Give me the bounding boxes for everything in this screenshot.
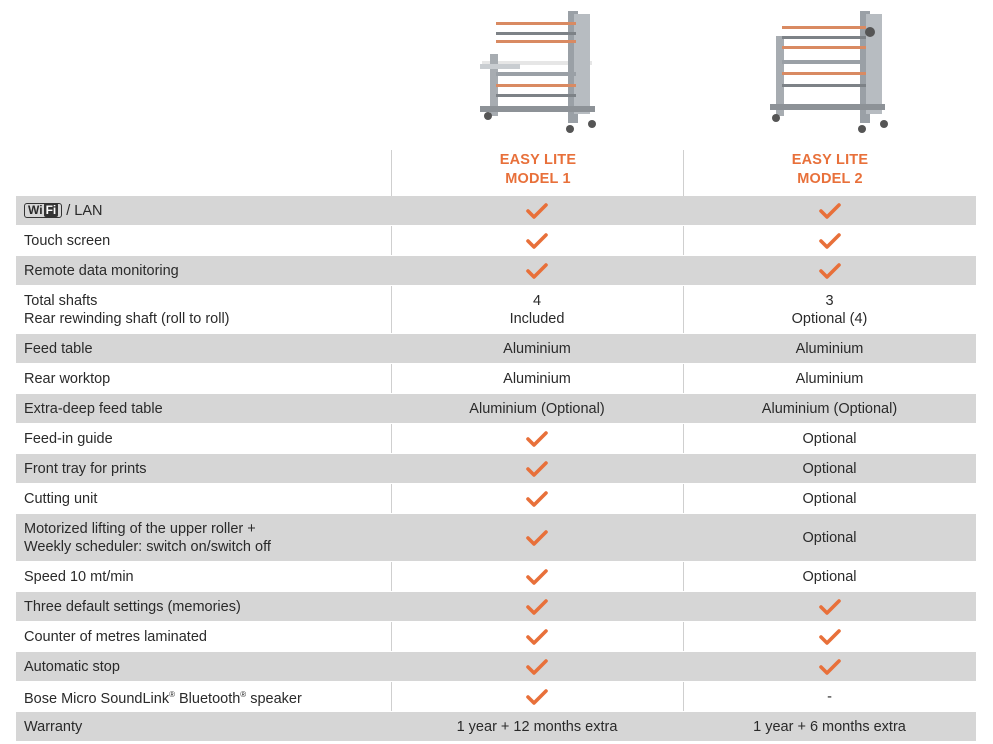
table-row bbox=[16, 484, 976, 514]
row-label: Feed table bbox=[16, 334, 391, 364]
table-row bbox=[16, 682, 976, 712]
table-row bbox=[16, 562, 976, 592]
table-row bbox=[16, 712, 976, 742]
checkmark-icon bbox=[819, 263, 841, 279]
table-row bbox=[16, 226, 976, 256]
row-label: Rear worktop bbox=[16, 364, 391, 394]
checkmark-icon bbox=[526, 203, 548, 219]
table-row bbox=[16, 592, 976, 622]
row-label: Front tray for prints bbox=[16, 454, 391, 484]
checkmark-icon bbox=[526, 263, 548, 279]
table-row bbox=[16, 364, 976, 394]
model-1-value: Aluminium bbox=[391, 364, 683, 394]
model-1-header: EASY LITE MODEL 1 bbox=[499, 152, 577, 187]
row-label: Extra-deep feed table bbox=[16, 394, 391, 424]
model-1-value: 4 Included bbox=[391, 286, 683, 334]
checkmark-icon bbox=[819, 629, 841, 645]
table-row bbox=[16, 622, 976, 652]
checkmark-icon bbox=[526, 530, 548, 546]
row-label: Three default settings (memories) bbox=[16, 592, 391, 622]
model-2-value: Aluminium (Optional) bbox=[683, 394, 976, 424]
table-row bbox=[16, 514, 976, 562]
laminator-model-1-image bbox=[470, 6, 605, 136]
model-2-value: Optional bbox=[683, 484, 976, 514]
model-2-value: 1 year + 6 months extra bbox=[683, 712, 976, 742]
row-label: Wi Fi / LAN bbox=[16, 196, 391, 226]
model-1-value: Aluminium bbox=[391, 334, 683, 364]
checkmark-icon bbox=[819, 659, 841, 675]
checkmark-icon bbox=[819, 203, 841, 219]
checkmark-icon bbox=[819, 233, 841, 249]
model-2-value: Aluminium bbox=[683, 334, 976, 364]
model-1-value: Aluminium (Optional) bbox=[391, 394, 683, 424]
table-row bbox=[16, 454, 976, 484]
row-label: Motorized lifting of the upper roller + Weekly scheduler: switch on/switch off bbox=[16, 514, 391, 562]
table-row bbox=[16, 196, 976, 226]
checkmark-icon bbox=[526, 569, 548, 585]
checkmark-icon bbox=[526, 629, 548, 645]
laminator-model-2-image bbox=[762, 6, 897, 136]
table-row bbox=[16, 652, 976, 682]
comparison-table bbox=[16, 196, 976, 742]
table-row bbox=[16, 334, 976, 364]
checkmark-icon bbox=[526, 689, 548, 705]
table-row bbox=[16, 256, 976, 286]
checkmark-icon bbox=[526, 599, 548, 615]
checkmark-icon bbox=[526, 491, 548, 507]
model-2-value: Optional bbox=[683, 454, 976, 484]
model-2-header: EASY LITE MODEL 2 bbox=[791, 152, 869, 187]
row-label: Remote data monitoring bbox=[16, 256, 391, 286]
checkmark-icon bbox=[526, 659, 548, 675]
model-2-value: Aluminium bbox=[683, 364, 976, 394]
checkmark-icon bbox=[819, 599, 841, 615]
row-label: Speed 10 mt/min bbox=[16, 562, 391, 592]
checkmark-icon bbox=[526, 461, 548, 477]
row-label: Touch screen bbox=[16, 226, 391, 256]
row-label: Bose Micro SoundLink® Bluetooth® speaker bbox=[16, 682, 391, 712]
model-2-value: Optional bbox=[683, 562, 976, 592]
model-2-value: Optional bbox=[683, 514, 976, 562]
model-2-value: - bbox=[683, 682, 976, 712]
model-2-value: 3 Optional (4) bbox=[683, 286, 976, 334]
checkmark-icon bbox=[526, 431, 548, 447]
row-label: Counter of metres laminated bbox=[16, 622, 391, 652]
model-2-value: Optional bbox=[683, 424, 976, 454]
model-1-value: 1 year + 12 months extra bbox=[391, 712, 683, 742]
row-label: Automatic stop bbox=[16, 652, 391, 682]
table-row bbox=[16, 424, 976, 454]
row-label: Total shafts Rear rewinding shaft (roll to roll) bbox=[16, 286, 391, 334]
wifi-logo: Wi Fi bbox=[24, 203, 62, 218]
row-label: Warranty bbox=[16, 712, 391, 742]
table-row bbox=[16, 394, 976, 424]
row-label: Cutting unit bbox=[16, 484, 391, 514]
checkmark-icon bbox=[526, 233, 548, 249]
row-label: Feed-in guide bbox=[16, 424, 391, 454]
table-row bbox=[16, 286, 976, 334]
